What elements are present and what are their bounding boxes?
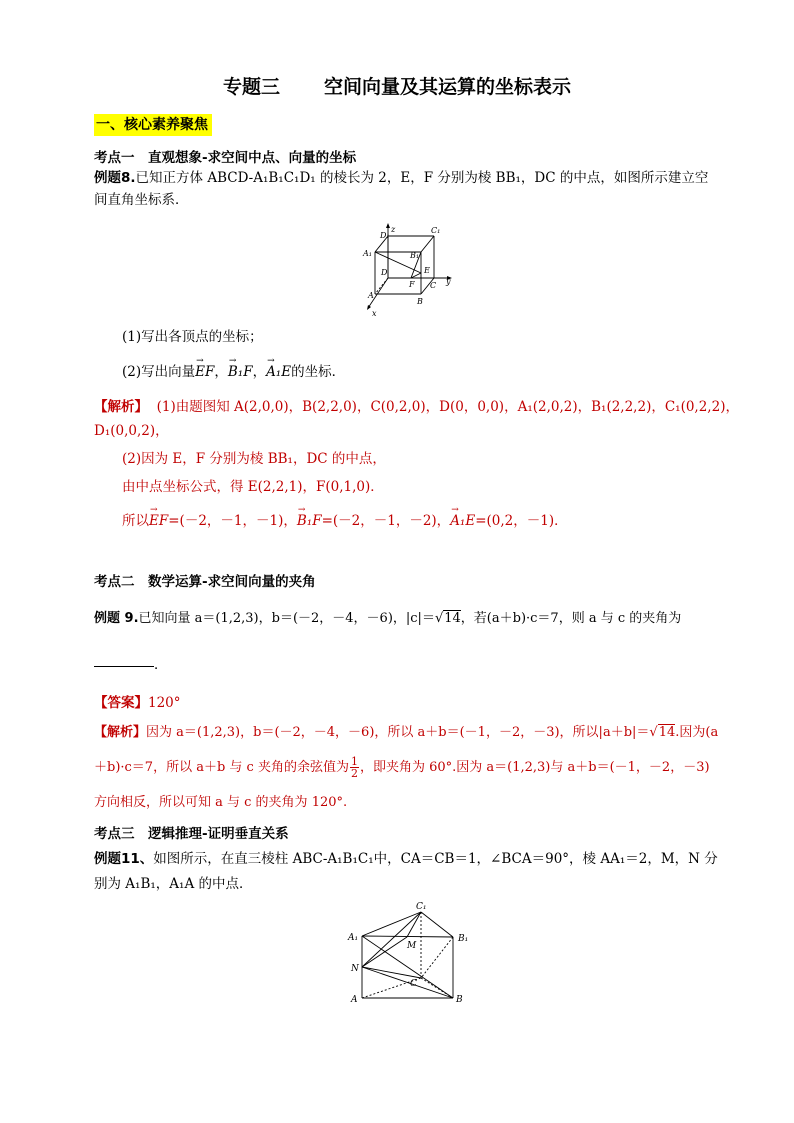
line-nc xyxy=(362,967,421,978)
line-nb xyxy=(362,967,453,998)
kd2-title: 考点二 数学运算-求空间向量的夹角 xyxy=(94,574,316,590)
vector-a1e: → A₁E xyxy=(266,361,291,383)
kd3-problem-line2: 别为 A₁B₁，A₁A 的中点． xyxy=(94,876,253,892)
kd3-title: 考点三 逻辑推理-证明垂直关系 xyxy=(94,826,289,842)
label-x: x xyxy=(372,309,377,318)
label-b: B xyxy=(417,297,423,306)
label-c: C xyxy=(430,281,437,290)
label-n: N xyxy=(351,964,359,974)
kd2-analysis-line1: 【解析】因为 a＝(1,2,3)，b＝(－2，－4，－6)，所以 a＋b＝(－1，－2，－3)，所以|a＋b|＝√14.因为(a xyxy=(94,725,719,740)
ans-vector-a1e: → A₁E xyxy=(450,510,475,532)
edge-a1c1 xyxy=(362,912,421,936)
label-d1: D₁ xyxy=(380,231,390,240)
page-title xyxy=(0,72,794,99)
answer-blank xyxy=(94,666,154,667)
kd1-problem-text1: 已知正方体 ABCD-A₁B₁C₁D₁ 的棱长为 2，E，F 分别为棱 BB₁，DC 的中点，如图所示建立空 xyxy=(135,170,709,186)
label-a1: A₁ xyxy=(348,933,359,943)
ans-vector-ef: → EF xyxy=(149,510,168,532)
label-c: C xyxy=(410,979,417,989)
label-c1: C₁ xyxy=(431,226,441,235)
kd3-problem-line1: 例题11、如图所示，在直三棱柱 ABC-A₁B₁C₁中，CA＝CB＝1，∠BCA＝90°，棱 AA₁＝2，M，N 分 xyxy=(94,851,718,867)
kd2-answer xyxy=(94,692,181,714)
kd2-problem-line1: 例题 9.已知向量 a＝(1,2,3)，b＝(－2，－4，－6)，|c|＝√14，若(a＋b)·c＝7，则 a 与 c 的夹角为 xyxy=(94,611,682,626)
label-b1: B₁ xyxy=(410,251,420,260)
kd2-analysis-line2: ＋b)·c＝7，所以 a＋b 与 c 夹角的余弦值为 $\frac{1}{2}$ ，即夹角为 60°.因为 a＝(1,2,3)与 a＋b＝(－1，－2，－3) xyxy=(94,755,710,780)
kd1-problem-line1 xyxy=(94,167,708,189)
title-part1: 专题三 xyxy=(222,76,280,98)
kd3-example-label: 例题11、 xyxy=(94,851,154,867)
ans-vector-b1f: → B₁F xyxy=(297,510,322,532)
kd1-q2: (2)写出向量→ EF，→ B₁F，→ A₁E的坐标． xyxy=(122,361,345,383)
cube-figure xyxy=(360,222,470,318)
kd2-analysis-label: 【解析】 xyxy=(94,725,147,740)
line-c1n xyxy=(362,912,421,967)
kd1-analysis-label: 【解析】 xyxy=(94,399,148,415)
kd1-analysis-line5: 所以→ EF=(－2，－1，－1)，→ B₁F=(－2，－1，－2)，→ A₁E=(0,2，－1)． xyxy=(122,510,568,532)
kd1-analysis-line1: 【解析】 (1)由题图知 A(2,0,0)，B(2,2,0)，C(0,2,0)，D(0，0,0)，A₁(2,0,2)，B₁(2,2,2)，C₁(0,2,2)， xyxy=(94,399,739,415)
kd1-q1: (1)写出各顶点的坐标； xyxy=(122,329,263,345)
label-a: A xyxy=(368,291,374,300)
kd1-title: 考点一 直观想象-求空间中点、向量的坐标 xyxy=(94,150,357,166)
label-y: y xyxy=(446,277,451,286)
label-b: B xyxy=(456,995,463,1005)
vector-ef: → EF xyxy=(195,361,214,383)
edge-c1b1 xyxy=(421,236,434,252)
vector-b1f: → B₁F xyxy=(228,361,253,383)
arrow-x xyxy=(367,305,371,310)
prism-figure xyxy=(345,900,485,1010)
edge-c1b1 xyxy=(421,912,453,937)
kd2-answer-value: 120° xyxy=(148,695,181,711)
label-b1: B₁ xyxy=(458,934,469,944)
title-part2: 空间向量及其运算的坐标表示 xyxy=(324,76,572,98)
label-z: z xyxy=(391,225,396,234)
arrow-z xyxy=(386,223,390,228)
section-heading: 一、核心素养聚焦 xyxy=(94,114,212,136)
line-c1m xyxy=(407,912,421,937)
label-c1: C₁ xyxy=(416,902,427,912)
label-f: F xyxy=(409,280,415,289)
kd1-analysis-line2: D₁(0,0,2)， xyxy=(94,423,169,439)
line-b1c xyxy=(421,937,453,978)
label-e: E xyxy=(424,266,430,275)
kd1-analysis-line4: 由中点坐标公式，得 E(2,2,1)，F(0,1,0)． xyxy=(122,479,384,495)
kd2-answer-label: 【答案】 xyxy=(94,695,148,711)
kd2-example-label: 例题 9. xyxy=(94,611,139,626)
label-a: A xyxy=(351,995,358,1005)
sqrt-14: 14 xyxy=(444,611,461,626)
label-a1: A₁ xyxy=(363,249,372,258)
kd2-blank-line: ． xyxy=(94,654,168,676)
fraction-one-half: $\frac{1}{2}$ xyxy=(350,755,358,780)
label-m: M xyxy=(407,941,417,951)
kd2-analysis-line3: 方向相反，所以可知 a 与 c 的夹角为 120°. xyxy=(94,795,348,810)
kd1-analysis-line3: (2)因为 E，F 分别为棱 BB₁，DC 的中点， xyxy=(122,451,386,467)
kd1-example-label: 例题8. xyxy=(94,170,136,186)
label-d: D xyxy=(381,268,388,277)
kd1-problem-line2: 间直角坐标系． xyxy=(94,192,189,208)
